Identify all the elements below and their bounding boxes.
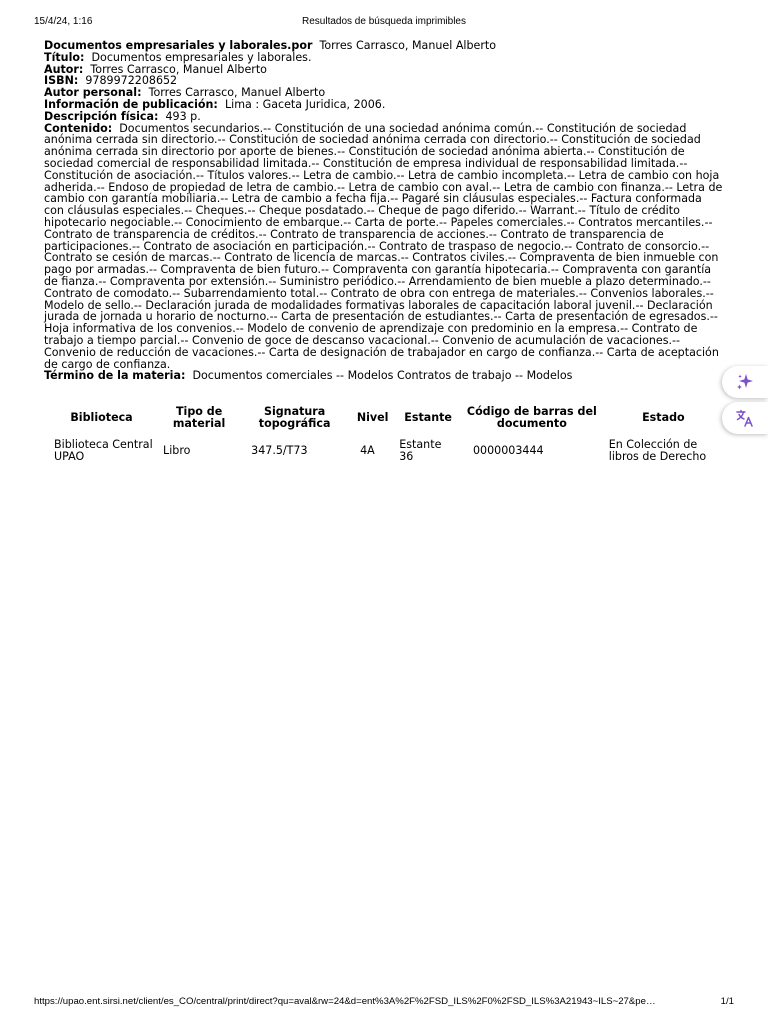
page-number: 1/1 bbox=[720, 996, 734, 1007]
cell-signatura: 347.5/T73 bbox=[251, 444, 308, 457]
translate-icon bbox=[735, 408, 755, 428]
field-label: Contenido: bbox=[44, 121, 113, 135]
sparkle-icon bbox=[735, 372, 755, 392]
cell-tipo-material: Libro bbox=[163, 444, 191, 457]
field-contenido bbox=[44, 123, 724, 371]
print-url: https://upao.ent.sirsi.net/client/es_CO/central/print/direct?qu=aval&rw=24&d=ent%3A%2F%2FSD_ILS%2F0%2FSD_ILS%3A21943~ILS~27&pe… bbox=[34, 996, 656, 1007]
cell-biblioteca: Biblioteca Central UPAO bbox=[54, 438, 153, 463]
field-label: Título: bbox=[44, 50, 85, 64]
holdings-table bbox=[44, 402, 724, 468]
translate-button[interactable] bbox=[722, 402, 768, 434]
record-heading-author: Torres Carrasco, Manuel Alberto bbox=[319, 39, 497, 52]
cell-codigo-barras: 0000003444 bbox=[472, 444, 544, 457]
holdings-header-row bbox=[44, 402, 724, 434]
print-header bbox=[0, 16, 768, 30]
column-header: Código de barras del documento bbox=[466, 405, 597, 430]
print-datetime: 15/4/24, 1:16 bbox=[34, 16, 93, 27]
field-label: Autor personal: bbox=[44, 86, 142, 100]
field-label: Descripción física: bbox=[44, 109, 159, 123]
column-header: Tipo de material bbox=[172, 405, 226, 430]
column-header: Estado bbox=[642, 411, 685, 424]
print-footer bbox=[0, 996, 768, 1010]
cell-estante: Estante 36 bbox=[399, 438, 442, 463]
print-title: Resultados de búsqueda imprimibles bbox=[302, 16, 466, 27]
catalog-record bbox=[44, 40, 724, 382]
field-label: Autor: bbox=[44, 62, 84, 76]
ai-assistant-button[interactable] bbox=[722, 366, 768, 398]
field-value: Torres Carrasco, Manuel Alberto bbox=[148, 86, 326, 100]
field-label: ISBN: bbox=[44, 74, 79, 88]
field-value: Documentos empresariales y laborales. bbox=[91, 50, 312, 64]
record-heading-label: Documentos empresariales y laborales.por bbox=[44, 39, 313, 52]
field-value: 9789972208652 bbox=[85, 74, 178, 88]
column-header: Biblioteca bbox=[70, 411, 133, 424]
column-header: Signatura topográfica bbox=[258, 405, 331, 430]
column-header: Estante bbox=[404, 411, 452, 424]
field-label: Término de la materia: bbox=[44, 369, 186, 383]
column-header: Nivel bbox=[356, 411, 389, 424]
table-row bbox=[44, 434, 724, 468]
field-value: Torres Carrasco, Manuel Alberto bbox=[90, 62, 267, 76]
field-value: 493 p. bbox=[165, 109, 201, 123]
field-value: Documentos comerciales -- Modelos Contratos de trabajo -- Modelos bbox=[192, 369, 573, 383]
field-materia bbox=[44, 370, 724, 382]
field-value: Lima : Gaceta Juridica, 2006. bbox=[224, 97, 386, 111]
field-label: Información de publicación: bbox=[44, 97, 218, 111]
cell-nivel: 4A bbox=[360, 444, 375, 457]
cell-estado: En Colección de libros de Derecho bbox=[608, 438, 707, 463]
field-value: Documentos secundarios.-- Constitución de una sociedad anónima común.-- Constitución de sociedad anónima cerrada sin directorio.-- Constitución de sociedad anónima cerrada con directorio.-- Constitución de sociedad anónima cerrada sin directorio por aporte de bienes.-- Constitución de sociedad anónima abierta.-- Constitución de sociedad comercial de responsabilidad limitada.-- Constitución de empresa individual de responsabilidad limitada.-- Constitución de asociación.-- Títulos valores.-- Letra de cambio.-- Letra de cambio incompleta.-- Letra de cambio con hoja adherida.-- Endoso de propiedad de letra de cambio.-- Letra de cambio con aval.-- Letra de cambio con finanza.-- Letra de cambio con garantía mobiliaria.-- Letra de cambio a fecha fija.-- Pagaré sin cláusulas especiales.-- Factura conformada con cláusulas especiales.-- Cheques.-- Cheque posdatado.-- Cheque de pago diferido.-- Warrant.-- Título de crédito hipotecario negociable.-- Conocimiento de embarque.-- Carta de porte.-- Papeles comerciales.-- Contratos mercantiles.-- Contrato de transparencia de créditos.-- Contrato de transparencia de acciones.-- Contrato de transparencia de participaciones.-- Contrato de asociación en participación.-- Contrato de traspaso de negocio.-- Contrato de consorcio.-- Contrato se cesión de marcas.-- Contrato de licencia de marcas.-- Contratos civiles.-- Compraventa de bien inmueble con pago por armadas.-- Compraventa de bien futuro.-- Compraventa con garantía hipotecaria.-- Compraventa con garantía de fianza.-- Compraventa por extensión.-- Suministro periódico.-- Arrendamiento de bien mueble a plazo determinado.-- Contrato de comodato.-- Subarrendamiento total.-- Contrato de obra con entrega de materiales.-- Convenios laborales.-- Modelo de sello.-- Declaración jurada de modalidades formativas laborales de capacitación laboral juvenil.-- Declaración jurada de jornada u horario de nocturno.-- Carta de presentación de estudiantes.-- Carta de presentación de egresados.-- Hoja informativa de los convenios.-- Modelo de convenio de aprendizaje con predominio en la empresa.-- Contrato de trabajo a tiempo parcial.-- Convenio de goce de descanso vacacional.-- Convenio de acumulación de vacaciones.-- Convenio de reducción de vacaciones.-- Carta de designación de trabajador en cargo de confianza.-- Carta de aceptación de cargo de confianza. bbox=[44, 121, 723, 371]
